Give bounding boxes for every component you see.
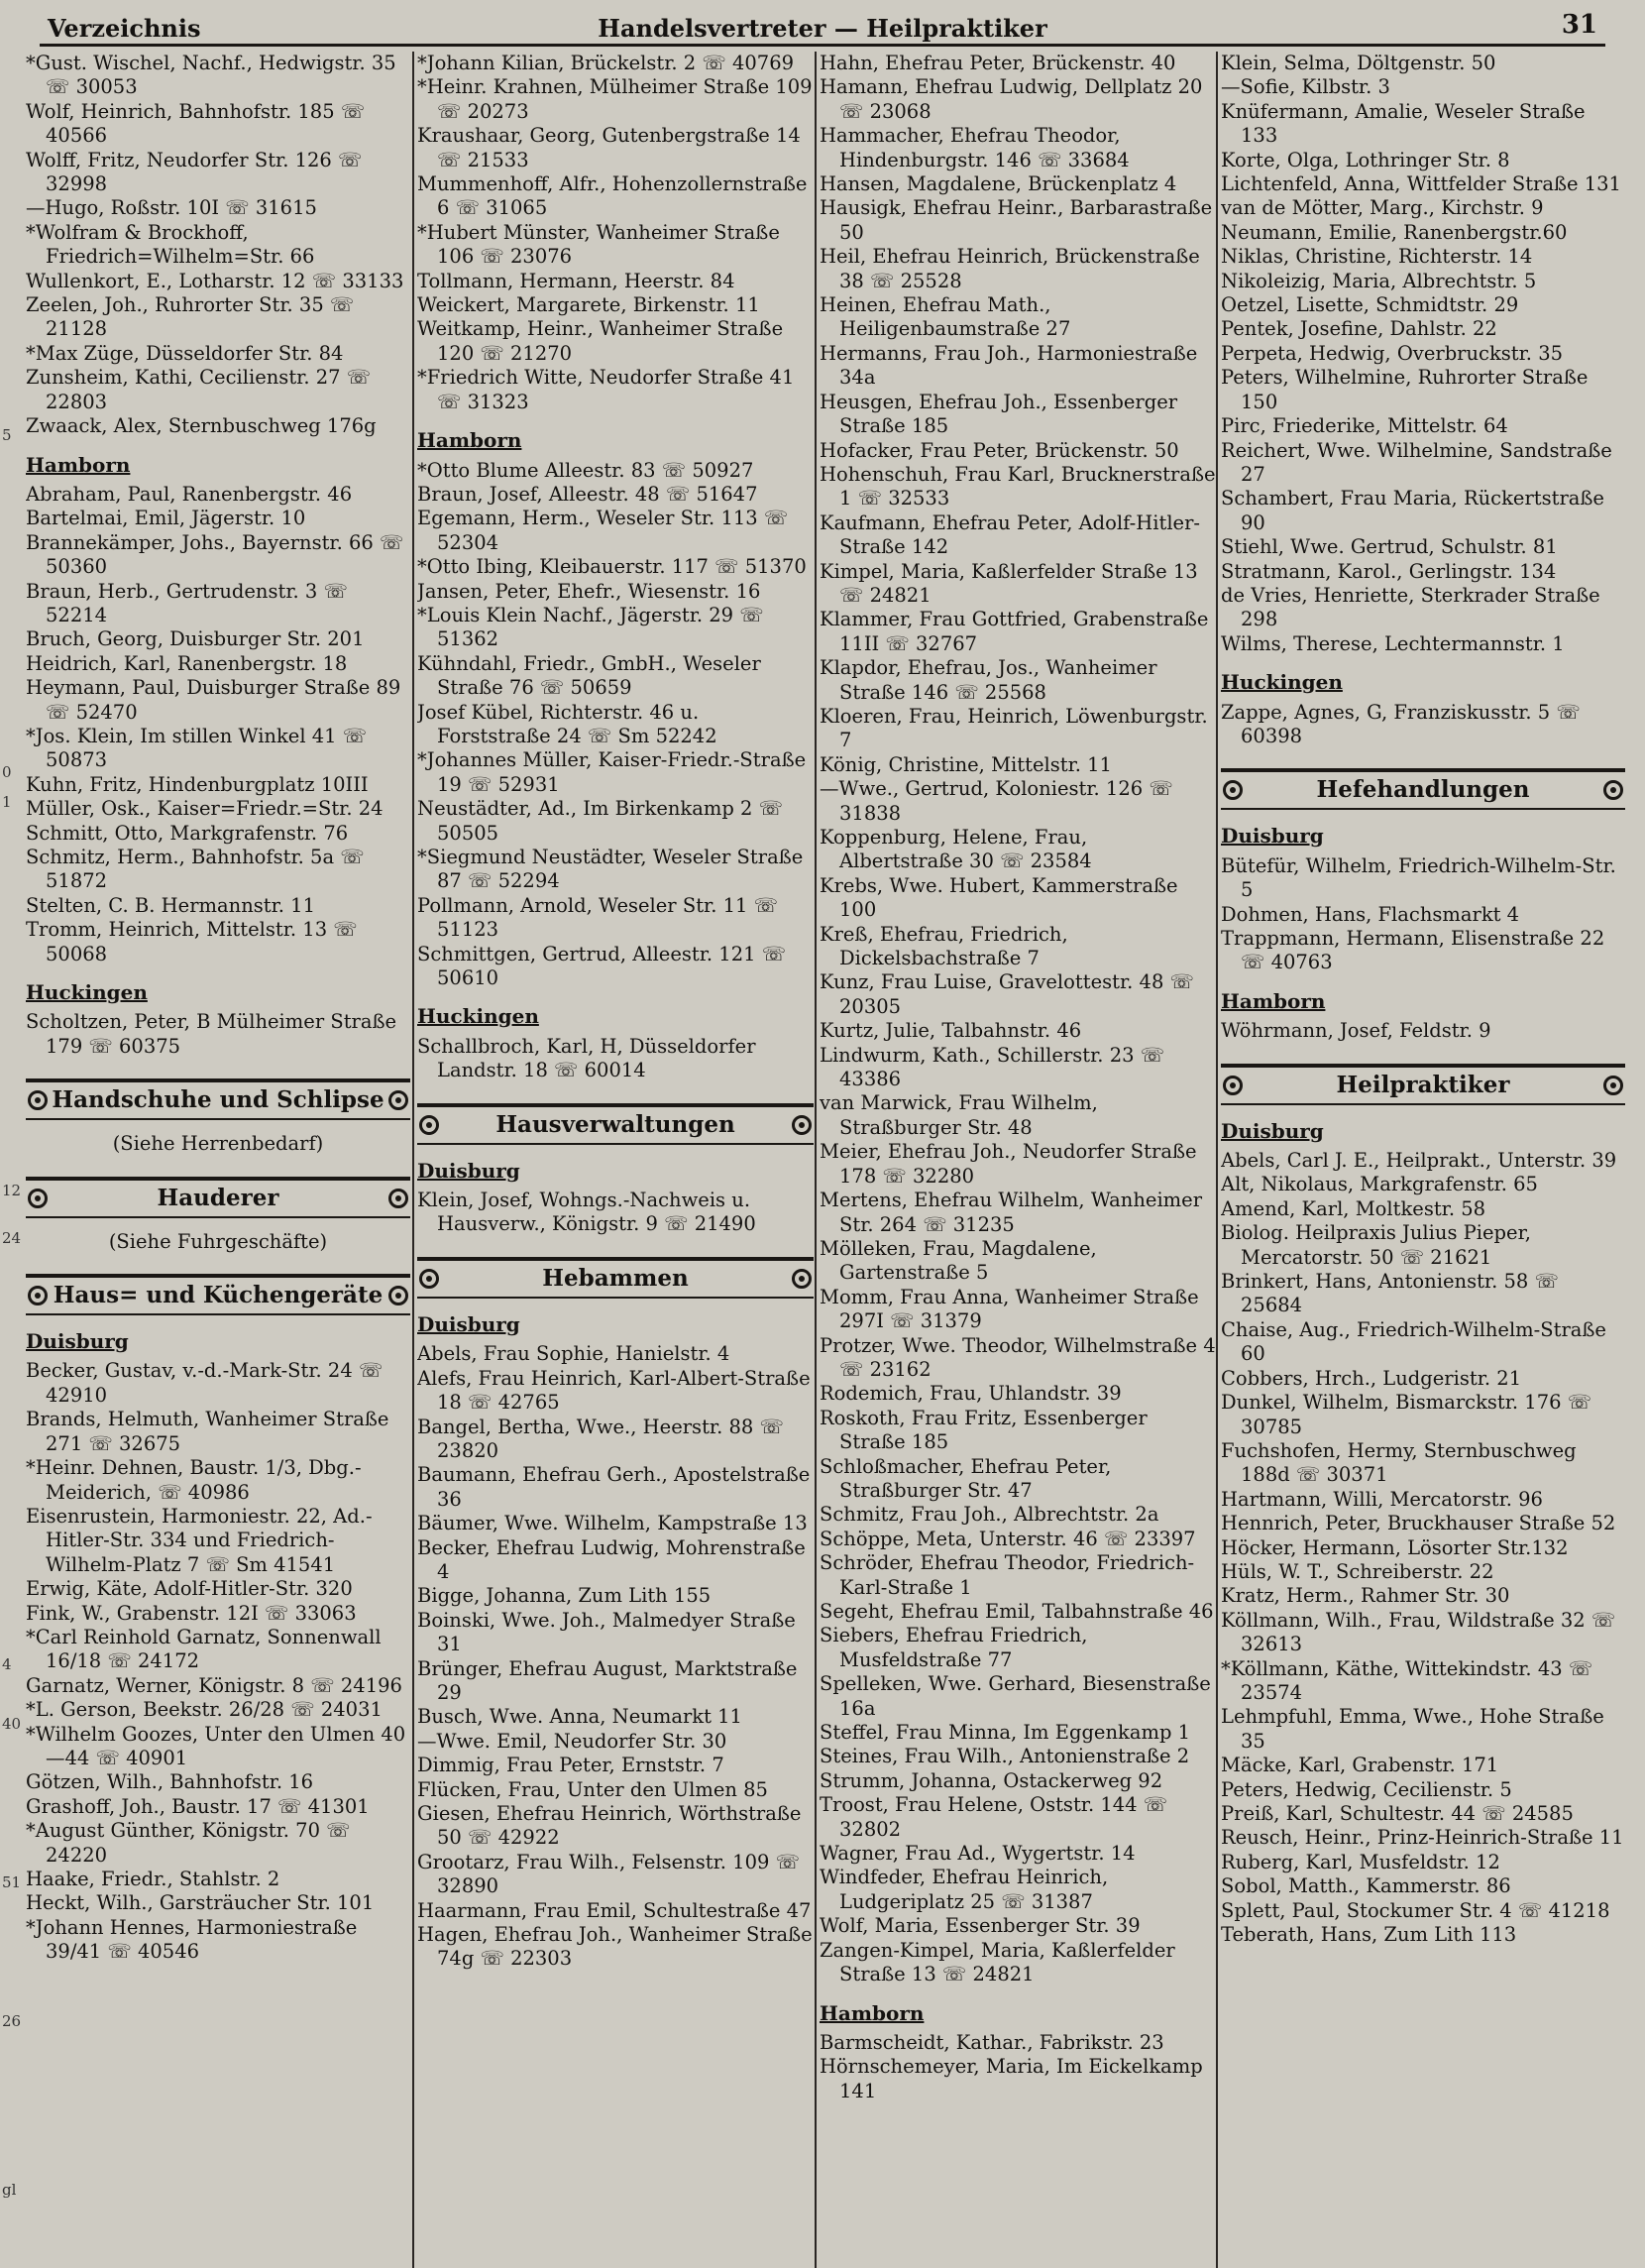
directory-entry: Kratz, Herm., Rahmer Str. 30 — [1221, 1584, 1510, 1608]
directory-entry: Wolf, Heinrich, Bahnhofstr. 185 ☏ 40566 — [26, 99, 366, 148]
directory-entry: Preiß, Karl, Schultestr. 44 ☏ 24585 — [1221, 1802, 1574, 1825]
directory-entry: Alefs, Frau Heinrich, Karl-Albert-Straße 18 ☏ 42765 — [417, 1366, 811, 1415]
directory-entry: Dimmig, Frau Peter, Ernststr. 7 — [417, 1754, 724, 1777]
entry-list — [1221, 701, 1625, 749]
directory-entry: *Heinr. Dehnen, Baustr. 1/3, Dbg.-Meiderich, ☏ 40986 — [26, 1456, 362, 1504]
directory-entry: Peters, Wilhelmine, Ruhrorter Straße 150 — [1221, 366, 1589, 413]
margin-mark: 4 — [2, 1655, 12, 1673]
directory-entry: Wilms, Therese, Lechtermannstr. 1 — [1221, 631, 1565, 655]
directory-entry: Steffel, Frau Minna, Im Eggenkamp 1 — [820, 1721, 1191, 1745]
directory-entry: Giesen, Ehefrau Heinrich, Wörthstraße 50 ☏ 42922 — [417, 1802, 802, 1850]
directory-entry: *Wolfram & Brockhoff, Friedrich=Wilhelm=Str. 66 — [26, 220, 315, 269]
directory-entry: —Wwe. Emil, Neudorfer Str. 30 — [417, 1729, 727, 1753]
directory-entry: Kreß, Ehefrau, Friedrich, Dickelsbachstraße 7 — [820, 922, 1068, 970]
directory-entry: Haarmann, Frau Emil, Schultestraße 47 — [417, 1898, 812, 1922]
column-4 — [1221, 52, 1625, 2268]
entry-list — [1221, 1149, 1625, 1947]
directory-entry: Fink, W., Grabenstr. 12I ☏ 33063 — [26, 1601, 357, 1625]
section-header — [26, 1177, 410, 1218]
directory-entry: Roskoth, Frau Fritz, Essenberger Straße 185 — [820, 1406, 1148, 1454]
directory-entry: Steines, Frau Wilh., Antonienstraße 2 — [820, 1745, 1190, 1768]
directory-entry: Teberath, Hans, Zum Lith 113 — [1221, 1923, 1517, 1947]
directory-entry: Heil, Ehefrau Heinrich, Brückenstraße 38 ☏ 25528 — [820, 245, 1200, 292]
directory-entry: Zunsheim, Kathi, Cecilienstr. 27 ☏ 22803 — [26, 366, 372, 413]
directory-entry: Tollmann, Hermann, Heerstr. 84 — [417, 269, 735, 292]
directory-entry: Klammer, Frau Gottfried, Grabenstraße 11II ☏ 32767 — [820, 608, 1209, 655]
directory-entry: Mummenhoff, Alfr., Hohenzollernstraße 6 ☏ 31065 — [417, 172, 808, 220]
city-heading: Hamborn — [26, 452, 131, 477]
directory-entry: *Gust. Wischel, Nachf., Hedwigstr. 35 ☏ 30053 — [26, 52, 396, 99]
column-divider — [1216, 52, 1218, 2268]
directory-entry: Busch, Wwe. Anna, Neumarkt 11 — [417, 1705, 742, 1729]
entry-list — [417, 459, 814, 991]
city-heading: Hamborn — [417, 428, 522, 453]
entry-list — [1221, 52, 1625, 656]
directory-entry: Schmitt, Otto, Markgrafenstr. 76 — [26, 821, 349, 845]
city-heading: Huckingen — [1221, 670, 1343, 695]
directory-entry: Mölleken, Frau, Magdalene, Gartenstraße 5 — [820, 1236, 1097, 1285]
directory-entry: Erwig, Käte, Adolf-Hitler-Str. 320 — [26, 1577, 353, 1601]
directory-entry: *Johannes Müller, Kaiser-Friedr.-Straße 19 ☏ 52931 — [417, 748, 807, 796]
directory-entry: Hohenschuh, Frau Karl, Brucknerstraße 1 ☏ 32533 — [820, 462, 1216, 510]
directory-entry: Kuhn, Fritz, Hindenburgplatz 10III — [26, 772, 369, 796]
directory-entry: Jansen, Peter, Ehefr., Wiesenstr. 16 — [417, 579, 761, 603]
directory-entry: Heusgen, Ehefrau Joh., Essenberger Straße 185 — [820, 390, 1178, 438]
directory-entry: Höcker, Hermann, Lösorter Str.132 — [1221, 1535, 1569, 1559]
section-title: Verzeichnis — [48, 14, 201, 43]
directory-entry: Krebs, Wwe. Hubert, Kammerstraße 100 — [820, 873, 1178, 922]
directory-entry: Zangen-Kimpel, Maria, Kaßlerfelder Straße 13 ☏ 24821 — [820, 1938, 1175, 1986]
directory-entry: Pollmann, Arnold, Weseler Str. 11 ☏ 51123 — [417, 893, 778, 942]
directory-entry: Schmittgen, Gertrud, Alleestr. 121 ☏ 50610 — [417, 942, 787, 990]
directory-entry: Boinski, Wwe. Joh., Malmedyer Straße 31 — [417, 1608, 796, 1656]
directory-entry: Scholtzen, Peter, B Mülheimer Straße 179 ☏ 60375 — [26, 1010, 397, 1058]
page-number: 31 — [1561, 10, 1597, 40]
directory-entry: Heinen, Ehefrau Math., Heiligenbaumstraße 27 — [820, 293, 1071, 341]
directory-entry: —Wwe., Gertrud, Koloniestr. 126 ☏ 31838 — [820, 777, 1173, 825]
directory-entry: Schallbroch, Karl, H, Düsseldorfer Landstr. 18 ☏ 60014 — [417, 1034, 756, 1082]
bullet-ring-icon — [419, 1115, 439, 1135]
column-divider — [412, 52, 414, 2268]
directory-entry: Brünger, Ehefrau August, Marktstraße 29 — [417, 1656, 798, 1704]
directory-entry: Protzer, Wwe. Theodor, Wilhelmstraße 4 ☏ 23162 — [820, 1333, 1216, 1381]
margin-mark: 1 — [2, 793, 12, 811]
directory-entry: *Hubert Münster, Wanheimer Straße 106 ☏ 23076 — [417, 220, 780, 269]
page-header — [40, 8, 1605, 47]
directory-entry: Momm, Frau Anna, Wanheimer Straße 297I ☏ 31379 — [820, 1285, 1199, 1333]
directory-entry: Brinkert, Hans, Antonienstr. 58 ☏ 25684 — [1221, 1270, 1559, 1317]
directory-entry: *August Günther, Königstr. 70 ☏ 24220 — [26, 1819, 351, 1867]
directory-entry: Grashoff, Joh., Baustr. 17 ☏ 41301 — [26, 1794, 370, 1818]
bullet-ring-icon — [1603, 1076, 1623, 1095]
directory-entry: Knüfermann, Amalie, Weseler Straße 133 — [1221, 99, 1586, 148]
directory-entry: van Marwick, Frau Wilhelm, Straßburger Str. 48 — [820, 1091, 1098, 1139]
city-heading: Huckingen — [26, 980, 148, 1005]
directory-entry: Grootarz, Frau Wilh., Felsenstr. 109 ☏ 32890 — [417, 1850, 800, 1898]
directory-entry: Kaufmann, Ehefrau Peter, Adolf-Hitler-Straße 142 — [820, 510, 1201, 559]
directory-entry: Lichtenfeld, Anna, Wittfelder Straße 131 — [1221, 172, 1621, 196]
directory-entry: *L. Gerson, Beekstr. 26/28 ☏ 24031 — [26, 1698, 383, 1722]
directory-entry: Schloßmacher, Ehefrau Peter, Straßburger Str. 47 — [820, 1454, 1112, 1502]
directory-entry: *Max Züge, Düsseldorfer Str. 84 — [26, 341, 344, 365]
directory-entry: —Hugo, Roßstr. 10I ☏ 31615 — [26, 196, 317, 220]
running-title: Handelsvertreter — Heilpraktiker — [598, 14, 1047, 43]
column-3 — [820, 52, 1216, 2268]
section-header — [417, 1257, 814, 1299]
margin-mark: 26 — [2, 2012, 22, 2030]
section-title: Hefehandlungen — [1316, 776, 1530, 804]
directory-entry: Mertens, Ehefrau Wilhelm, Wanheimer Str. 264 ☏ 31235 — [820, 1189, 1203, 1236]
directory-entry: Reichert, Wwe. Wilhelmine, Sandstraße 27 — [1221, 438, 1612, 486]
section-title: Hebammen — [542, 1264, 689, 1292]
directory-entry: Kunz, Frau Luise, Gravelottestr. 48 ☏ 20305 — [820, 970, 1194, 1018]
margin-mark: 40 — [2, 1715, 22, 1733]
city-heading: Huckingen — [417, 1004, 539, 1029]
directory-entry: Fuchshofen, Hermy, Sternbuschweg 188d ☏ 30371 — [1221, 1438, 1577, 1487]
directory-entry: Nikoleizig, Maria, Albrechtstr. 5 — [1221, 269, 1537, 292]
directory-entry: König, Christine, Mittelstr. 11 — [820, 752, 1112, 776]
margin-mark: 5 — [2, 426, 12, 444]
see-also-note: (Siehe Fuhrgeschäfte) — [108, 1229, 328, 1253]
directory-entry: Bartelmai, Emil, Jägerstr. 10 — [26, 507, 306, 530]
directory-entry: *Heinr. Krahnen, Mülheimer Straße 109 ☏ 20273 — [417, 75, 813, 123]
directory-entry: Alt, Nikolaus, Markgrafenstr. 65 — [1221, 1173, 1538, 1196]
directory-entry: *Friedrich Witte, Neudorfer Straße 41 ☏ 31323 — [417, 366, 795, 413]
directory-entry: *Otto Ibing, Kleibauerstr. 117 ☏ 51370 — [417, 555, 807, 579]
directory-entry: Bangel, Bertha, Wwe., Heerstr. 88 ☏ 23820 — [417, 1415, 784, 1462]
directory-entry: Brannekämper, Johs., Bayernstr. 66 ☏ 50360 — [26, 530, 404, 579]
directory-entry: Windfeder, Ehefrau Heinrich, Ludgeriplatz 25 ☏ 31387 — [820, 1866, 1109, 1913]
directory-entry: Neumann, Emilie, Ranenbergstr.60 — [1221, 220, 1568, 244]
directory-entry: Hermanns, Frau Joh., Harmoniestraße 34a — [820, 341, 1198, 390]
directory-entry: Amend, Karl, Moltkestr. 58 — [1221, 1196, 1486, 1220]
directory-entry: Stelten, C. B. Hermannstr. 11 — [26, 893, 315, 917]
directory-entry: Korte, Olga, Lothringer Str. 8 — [1221, 148, 1510, 171]
bullet-ring-icon — [1223, 780, 1243, 800]
directory-entry: Wöhrmann, Josef, Feldstr. 9 — [1221, 1019, 1491, 1043]
directory-entry: Hüls, W. T., Schreiberstr. 22 — [1221, 1559, 1494, 1583]
directory-entry: Meier, Ehefrau Joh., Neudorfer Straße 178 ☏ 32280 — [820, 1140, 1197, 1188]
directory-entry: Müller, Osk., Kaiser=Friedr.=Str. 24 — [26, 797, 384, 821]
directory-entry: Hagen, Ehefrau Joh., Wanheimer Straße 74g ☏ 22303 — [417, 1923, 813, 1971]
section-header — [26, 1078, 410, 1120]
directory-entry: Becker, Gustav, v.-d.-Mark-Str. 24 ☏ 42910 — [26, 1359, 384, 1407]
directory-entry: Niklas, Christine, Richterstr. 14 — [1221, 245, 1533, 269]
column-1 — [26, 52, 410, 2268]
directory-entry: Hammacher, Ehefrau Theodor, Hindenburgstr. 146 ☏ 33684 — [820, 124, 1130, 171]
directory-entry: Klein, Josef, Wohngs.-Nachweis u. Hausverw., Königstr. 9 ☏ 21490 — [417, 1189, 756, 1236]
directory-entry: Götzen, Wilh., Bahnhofstr. 16 — [26, 1770, 314, 1794]
margin-mark: 24 — [2, 1229, 22, 1247]
bullet-ring-icon — [1223, 1076, 1243, 1095]
directory-entry: Wolf, Maria, Essenberger Str. 39 — [820, 1914, 1141, 1938]
directory-entry: *Carl Reinhold Garnatz, Sonnenwall 16/18 ☏ 24172 — [26, 1625, 382, 1673]
directory-entry: Bütefür, Wilhelm, Friedrich-Wilhelm-Str. 5 — [1221, 853, 1616, 902]
directory-entry: Bigge, Johanna, Zum Lith 155 — [417, 1584, 712, 1608]
section-header — [1221, 1064, 1625, 1105]
directory-entry: Mäcke, Karl, Grabenstr. 171 — [1221, 1754, 1499, 1777]
directory-entry: Reusch, Heinr., Prinz-Heinrich-Straße 11 — [1221, 1826, 1624, 1850]
directory-entry: Hörnschemeyer, Maria, Im Eickelkamp 141 — [820, 2055, 1203, 2102]
city-heading: Duisburg — [417, 1311, 520, 1336]
directory-entry: Siebers, Ehefrau Friedrich, Musfeldstraße 77 — [820, 1624, 1088, 1671]
entry-list — [417, 52, 814, 414]
directory-entry: Baumann, Ehefrau Gerh., Apostelstraße 36 — [417, 1463, 811, 1511]
directory-entry: Schambert, Frau Maria, Rückertstraße 90 — [1221, 487, 1604, 534]
entry-list — [820, 2031, 1216, 2103]
directory-entry: Segeht, Ehefrau Emil, Talbahnstraße 46 — [820, 1600, 1214, 1623]
directory-entry: Braun, Josef, Alleestr. 48 ☏ 51647 — [417, 482, 758, 506]
city-heading: Hamborn — [1221, 988, 1326, 1013]
directory-entry: Ruberg, Karl, Musfeldstr. 12 — [1221, 1850, 1500, 1873]
directory-entry: Bäumer, Wwe. Wilhelm, Kampstraße 13 — [417, 1512, 808, 1535]
directory-entry: *Johann Hennes, Harmoniestraße 39/41 ☏ 40546 — [26, 1915, 358, 1964]
directory-entry: Kloeren, Frau, Heinrich, Löwenburgstr. 7 — [820, 704, 1208, 752]
directory-entry: Brands, Helmuth, Wanheimer Straße 271 ☏ 32675 — [26, 1408, 389, 1455]
margin-marks — [0, 0, 20, 2268]
directory-entry: Spelleken, Wwe. Gerhard, Biesenstraße 16a — [820, 1672, 1211, 1720]
directory-entry: Schöppe, Meta, Unterstr. 46 ☏ 23397 — [820, 1527, 1196, 1550]
section-title: Hauderer — [157, 1184, 279, 1211]
directory-entry: Wullenkort, E., Lotharstr. 12 ☏ 33133 — [26, 269, 404, 292]
directory-entry: Hausigk, Ehefrau Heinr., Barbarastraße 50 — [820, 196, 1213, 244]
directory-entry: Hofacker, Frau Peter, Brückenstr. 50 — [820, 438, 1179, 462]
directory-entry: Strumm, Johanna, Ostackerweg 92 — [820, 1768, 1163, 1792]
bullet-ring-icon — [388, 1189, 408, 1208]
directory-entry: Klapdor, Ehefrau, Jos., Wanheimer Straße 146 ☏ 25568 — [820, 656, 1157, 704]
bullet-ring-icon — [792, 1115, 812, 1135]
directory-entry: Hamann, Ehefrau Ludwig, Dellplatz 20 ☏ 23068 — [820, 75, 1203, 123]
section-title: Hausverwaltungen — [495, 1110, 735, 1138]
directory-entry: Abraham, Paul, Ranenbergstr. 46 — [26, 482, 353, 506]
directory-entry: Garnatz, Werner, Königstr. 8 ☏ 24196 — [26, 1673, 402, 1697]
city-heading: Hamborn — [820, 2000, 925, 2025]
bullet-ring-icon — [28, 1090, 48, 1110]
section-title: Heilpraktiker — [1336, 1071, 1510, 1098]
bullet-ring-icon — [388, 1286, 408, 1305]
column-divider — [815, 52, 817, 2268]
directory-entry: Bruch, Georg, Duisburger Str. 201 — [26, 627, 365, 651]
bullet-ring-icon — [792, 1269, 812, 1289]
city-heading: Duisburg — [1221, 1118, 1324, 1143]
column-2 — [417, 52, 814, 2268]
bullet-ring-icon — [419, 1269, 439, 1289]
directory-entry: Egemann, Herm., Weseler Str. 113 ☏ 52304 — [417, 507, 789, 554]
directory-entry: Eisenrustein, Harmoniestr. 22, Ad.-Hitler-Str. 334 und Friedrich-Wilhelm-Platz 7 ☏ Sm 41541 — [26, 1504, 373, 1576]
directory-entry: Dunkel, Wilhelm, Bismarckstr. 176 ☏ 30785 — [1221, 1391, 1592, 1438]
directory-entry: Barmscheidt, Kathar., Fabrikstr. 23 — [820, 2030, 1164, 2054]
directory-entry: *Louis Klein Nachf., Jägerstr. 29 ☏ 51362 — [417, 603, 764, 651]
directory-entry: Heidrich, Karl, Ranenbergstr. 18 — [26, 651, 348, 675]
directory-entry: Dohmen, Hans, Flachsmarkt 4 — [1221, 902, 1520, 926]
directory-entry: Weitkamp, Heinr., Wanheimer Straße 120 ☏ 21270 — [417, 317, 784, 365]
section-header — [417, 1103, 814, 1145]
directory-entry: Hahn, Ehefrau Peter, Brückenstr. 40 — [820, 52, 1176, 74]
directory-entry: *Köllmann, Käthe, Wittekindstr. 43 ☏ 23574 — [1221, 1656, 1593, 1704]
directory-entry: Peters, Hedwig, Cecilienstr. 5 — [1221, 1777, 1512, 1801]
directory-entry: Schröder, Ehefrau Theodor, Friedrich-Karl-Straße 1 — [820, 1551, 1195, 1599]
directory-entry: Kühndahl, Friedr., GmbH., Weseler Straße 76 ☏ 50659 — [417, 651, 761, 700]
city-heading: Duisburg — [417, 1158, 520, 1183]
directory-entry: Haake, Friedr., Stahlstr. 2 — [26, 1868, 280, 1890]
entry-list — [417, 1189, 814, 1237]
directory-entry: Schmitz, Herm., Bahnhofstr. 5a ☏ 51872 — [26, 846, 365, 893]
directory-entry: Lindwurm, Kath., Schillerstr. 23 ☏ 43386 — [820, 1043, 1165, 1091]
directory-entry: *Wilhelm Goozes, Unter den Ulmen 40—44 ☏ 40901 — [26, 1722, 406, 1769]
entry-list — [820, 52, 1216, 1987]
directory-entry: de Vries, Henriette, Sterkrader Straße 298 — [1221, 583, 1600, 631]
bullet-ring-icon — [388, 1090, 408, 1110]
directory-entry: Schmitz, Frau Joh., Albrechtstr. 2a — [820, 1503, 1159, 1527]
entry-list — [26, 483, 410, 966]
directory-entry: Stiehl, Wwe. Gertrud, Schulstr. 81 — [1221, 535, 1558, 559]
directory-entry: van de Mötter, Marg., Kirchstr. 9 — [1221, 196, 1544, 220]
section-title: Haus= und Küchengeräte — [53, 1282, 384, 1309]
directory-entry: Neustädter, Ad., Im Birkenkamp 2 ☏ 50505 — [417, 797, 784, 845]
directory-entry: Biolog. Heilpraxis Julius Pieper, Mercatorstr. 50 ☏ 21621 — [1221, 1221, 1531, 1269]
directory-entry: Josef Kübel, Richterstr. 46 u. Forststraße 24 ☏ Sm 52242 — [417, 700, 717, 747]
directory-entry: Zwaack, Alex, Sternbuschweg 176g — [26, 414, 377, 438]
directory-entry: Hennrich, Peter, Bruckhauser Straße 52 — [1221, 1512, 1616, 1535]
directory-entry: Hartmann, Willi, Mercatorstr. 96 — [1221, 1487, 1543, 1511]
directory-entry: Tromm, Heinrich, Mittelstr. 13 ☏ 50068 — [26, 918, 358, 965]
directory-entry: Stratmann, Karol., Gerlingstr. 134 — [1221, 559, 1557, 583]
directory-entry: Heymann, Paul, Duisburger Straße 89 ☏ 52470 — [26, 676, 401, 724]
margin-mark: 51 — [2, 1873, 22, 1891]
directory-entry: Pentek, Josefine, Dahlstr. 22 — [1221, 317, 1497, 341]
directory-entry: Pirc, Friederike, Mittelstr. 64 — [1221, 414, 1508, 438]
directory-entry: Abels, Frau Sophie, Hanielstr. 4 — [417, 1342, 730, 1366]
directory-entry: Köllmann, Wilh., Frau, Wildstraße 32 ☏ 32613 — [1221, 1608, 1616, 1656]
city-heading: Duisburg — [1221, 824, 1324, 849]
directory-entry: Braun, Herb., Gertrudenstr. 3 ☏ 52214 — [26, 579, 348, 626]
bullet-ring-icon — [28, 1189, 48, 1208]
directory-entry: Zappe, Agnes, G, Franziskusstr. 5 ☏ 60398 — [1221, 700, 1581, 747]
directory-entry: Cobbers, Hrch., Ludgeristr. 21 — [1221, 1366, 1522, 1390]
entry-list — [26, 1010, 410, 1059]
entry-list — [26, 1359, 410, 1964]
margin-mark: gl — [2, 2181, 17, 2199]
directory-entry: Klein, Selma, Döltgenstr. 50 — [1221, 52, 1496, 74]
directory-entry: Koppenburg, Helene, Frau, Albertstraße 30 ☏ 23584 — [820, 826, 1092, 873]
directory-entry: Abels, Carl J. E., Heilprakt., Unterstr. 39 — [1221, 1149, 1617, 1173]
directory-entry: Chaise, Aug., Friedrich-Wilhelm-Straße 60 — [1221, 1317, 1606, 1366]
directory-entry: *Johann Kilian, Brückelstr. 2 ☏ 40769 — [417, 52, 795, 74]
entry-list — [417, 1342, 814, 1972]
directory-entry: Hansen, Magdalene, Brückenplatz 4 — [820, 172, 1177, 196]
margin-mark: 0 — [2, 763, 12, 781]
directory-entry: *Siegmund Neustädter, Weseler Straße 87 ☏ 52294 — [417, 846, 804, 893]
directory-entry: Flücken, Frau, Unter den Ulmen 85 — [417, 1777, 768, 1801]
directory-entry: Kraushaar, Georg, Gutenbergstraße 14 ☏ 21533 — [417, 124, 801, 171]
directory-entry: *Otto Blume Alleestr. 83 ☏ 50927 — [417, 458, 754, 482]
directory-entry: Rodemich, Frau, Uhlandstr. 39 — [820, 1382, 1122, 1406]
directory-entry: Becker, Ehefrau Ludwig, Mohrenstraße 4 — [417, 1535, 806, 1583]
directory-entry: Splett, Paul, Stockumer Str. 4 ☏ 41218 — [1221, 1898, 1610, 1922]
directory-entry: Oetzel, Lisette, Schmidtstr. 29 — [1221, 293, 1519, 317]
entry-list — [417, 1035, 814, 1083]
bullet-ring-icon — [28, 1286, 48, 1305]
section-title: Handschuhe und Schlipse — [52, 1086, 384, 1114]
directory-entry: Troost, Frau Helene, Oststr. 144 ☏ 32802 — [820, 1793, 1168, 1841]
directory-entry: Kimpel, Maria, Kaßlerfelder Straße 13 ☏ 24821 — [820, 559, 1198, 607]
directory-entry: Trappmann, Hermann, Elisenstraße 22 ☏ 40763 — [1221, 927, 1605, 974]
section-header — [26, 1274, 410, 1315]
directory-entry: Perpeta, Hedwig, Overbruckstr. 35 — [1221, 341, 1564, 365]
bullet-ring-icon — [1603, 780, 1623, 800]
section-header — [1221, 768, 1625, 810]
entry-list — [26, 52, 410, 439]
directory-entry: Heckt, Wilh., Garsträucher Str. 101 — [26, 1891, 375, 1915]
entry-list — [1221, 1019, 1625, 1043]
directory-entry: *Jos. Klein, Im stillen Winkel 41 ☏ 50873 — [26, 724, 368, 772]
entry-list — [1221, 854, 1625, 975]
directory-entry: Wolff, Fritz, Neudorfer Str. 126 ☏ 32998 — [26, 148, 363, 196]
directory-entry: —Sofie, Kilbstr. 3 — [1221, 75, 1390, 99]
see-also-note: (Siehe Herrenbedarf) — [112, 1132, 324, 1156]
directory-entry: Zeelen, Joh., Ruhrorter Str. 35 ☏ 21128 — [26, 293, 355, 341]
city-heading: Duisburg — [26, 1329, 129, 1354]
directory-entry: Lehmpfuhl, Emma, Wwe., Hohe Straße 35 — [1221, 1705, 1604, 1753]
directory-entry: Weickert, Margarete, Birkenstr. 11 — [417, 293, 760, 317]
margin-mark: 12 — [2, 1182, 22, 1199]
directory-entry: Sobol, Matth., Kammerstr. 86 — [1221, 1874, 1511, 1898]
directory-entry: Kurtz, Julie, Talbahnstr. 46 — [820, 1019, 1082, 1043]
directory-entry: Wagner, Frau Ad., Wygertstr. 14 — [820, 1842, 1136, 1866]
